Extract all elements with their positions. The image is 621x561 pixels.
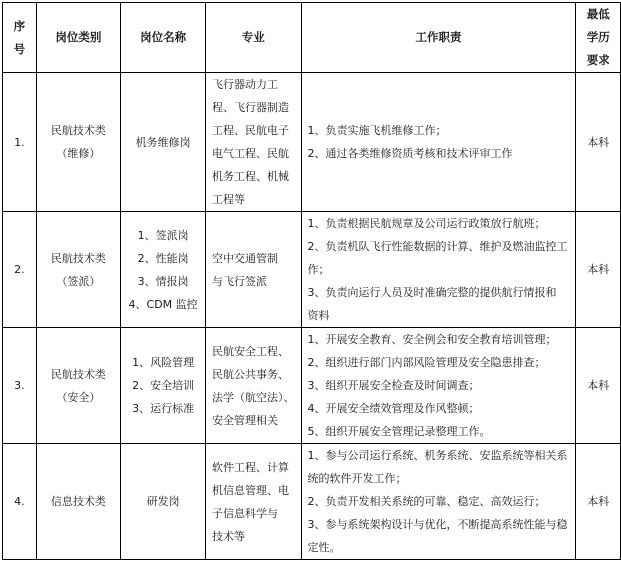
major-line: 民航公共事务、 — [212, 367, 290, 381]
major-line: 软件工程、计算 — [212, 460, 290, 474]
header-major: 专业 — [206, 3, 302, 73]
cell-position — [121, 212, 206, 328]
header-position: 岗位名称 — [121, 3, 206, 73]
position-line: 2、性能岗 — [137, 251, 189, 265]
major-line: 机务工程、机械 — [212, 170, 290, 183]
header-index — [3, 3, 37, 73]
cell-position — [121, 328, 206, 444]
major-line: 飞行器动力工 — [212, 78, 279, 91]
header-category: 岗位类别 — [36, 3, 120, 73]
cell-major — [206, 328, 302, 444]
cell-education: 本科 — [576, 212, 621, 328]
cell-major — [206, 73, 302, 212]
cell-index: 3. — [3, 328, 37, 444]
category-line: 民航技术类 — [50, 124, 106, 137]
major-line: 工程等 — [212, 193, 246, 206]
category-line: 信息技术类 — [50, 495, 106, 508]
duty-line: 1、负责实施飞机维修工作； — [307, 124, 447, 137]
category-line: （安全） — [56, 390, 101, 404]
duty-line: 1、开展安全教育、安全例会和安全教育培训管理； — [307, 333, 557, 346]
table-row — [3, 328, 621, 444]
category-line: 民航技术类 — [50, 367, 106, 381]
cell-duties — [301, 73, 576, 212]
position-line: 1、签派岗 — [137, 228, 189, 242]
major-line: 程、飞行器制造 — [212, 101, 290, 114]
position-line: 3、运行标准 — [132, 402, 195, 415]
duty-line: 3、组织开展安全检查及时间调查； — [307, 379, 480, 392]
duty-line: 2、通过各类维修资质考核和技术评审工作 — [307, 147, 513, 160]
category-line: （维修） — [56, 147, 101, 160]
major-line: 法学（航空法）、 — [212, 390, 295, 404]
major-line: 安全管理相关 — [212, 413, 279, 427]
duty-line: 4、开展安全绩效管理及作风整顿； — [307, 402, 480, 415]
cell-education: 本科 — [576, 73, 621, 212]
cell-index: 4. — [3, 444, 37, 560]
cell-duties — [301, 444, 576, 560]
cell-index: 1. — [3, 73, 37, 212]
major-line: 机信息管理、电 — [212, 483, 290, 497]
major-line: 技术等 — [212, 529, 246, 543]
cell-major — [206, 444, 302, 560]
cell-category — [36, 328, 120, 444]
table-row — [3, 444, 621, 560]
header-education — [576, 3, 621, 73]
cell-duties — [301, 212, 576, 328]
cell-index: 2. — [3, 212, 37, 328]
table-row — [3, 73, 621, 212]
duty-line: 2、负责开发相关系统的可靠、稳定、高效运行； — [307, 495, 546, 508]
duty-line: 作； — [307, 263, 330, 276]
header-index-line: 序 — [13, 18, 26, 33]
cell-major — [206, 212, 302, 328]
header-education-line: 最低 — [586, 7, 610, 21]
cell-duties — [301, 328, 576, 444]
position-line: 机务维修岗 — [135, 135, 191, 149]
cell-education: 本科 — [576, 444, 621, 560]
position-line: 4、CDM 监控 — [128, 297, 198, 311]
cell-category — [36, 212, 120, 328]
header-index-line: 号 — [13, 41, 26, 56]
duty-line: 3、负责向运行人员及时准确完整的提供航行情报和 — [307, 286, 557, 299]
duty-line: 2、组织进行部门内部风险管理及安全隐患排查； — [307, 356, 546, 369]
duty-line: 1、负责根据民航规章及公司运行政策放行航班； — [307, 217, 546, 230]
major-line: 工程、民航电子 — [212, 124, 290, 137]
duty-line: 5、组织开展安全管理记录整理工作。 — [307, 425, 491, 438]
category-line: （签派） — [56, 274, 101, 288]
cell-category — [36, 73, 120, 212]
major-line: 子信息科学与 — [212, 506, 279, 520]
duty-line: 3、参与系统架构设计与优化，不断提高系统性能与稳 — [307, 518, 568, 531]
cell-position — [121, 444, 206, 560]
duty-line: 1、参与公司运行系统、机务系统、安监系统等相关系 — [307, 449, 568, 462]
major-line: 民航安全工程、 — [212, 344, 290, 358]
header-education-line: 要求 — [586, 53, 610, 67]
duty-line: 资料 — [307, 309, 330, 322]
duty-line: 定性。 — [307, 541, 341, 554]
major-line: 电气工程、民航 — [212, 147, 290, 160]
job-positions-table — [2, 2, 621, 560]
table-row — [3, 212, 621, 328]
major-line: 与飞行签派 — [212, 274, 268, 288]
header-education-line: 学历 — [586, 30, 610, 44]
category-line: 民航技术类 — [50, 251, 106, 265]
duty-line: 统的软件开发工作； — [307, 472, 407, 485]
major-line: 空中交通管制 — [212, 251, 279, 265]
cell-category — [36, 444, 120, 560]
position-line: 研发岗 — [146, 495, 180, 508]
position-line: 3、情报岗 — [137, 274, 189, 288]
position-line: 2、安全培训 — [132, 379, 195, 392]
header-duties: 工作职责 — [301, 3, 576, 73]
header-row — [3, 3, 621, 73]
cell-education: 本科 — [576, 328, 621, 444]
cell-position — [121, 73, 206, 212]
position-line: 1、风险管理 — [132, 356, 195, 369]
duty-line: 2、负责机队飞行性能数据的计算、维护及燃油监控工 — [307, 240, 568, 253]
